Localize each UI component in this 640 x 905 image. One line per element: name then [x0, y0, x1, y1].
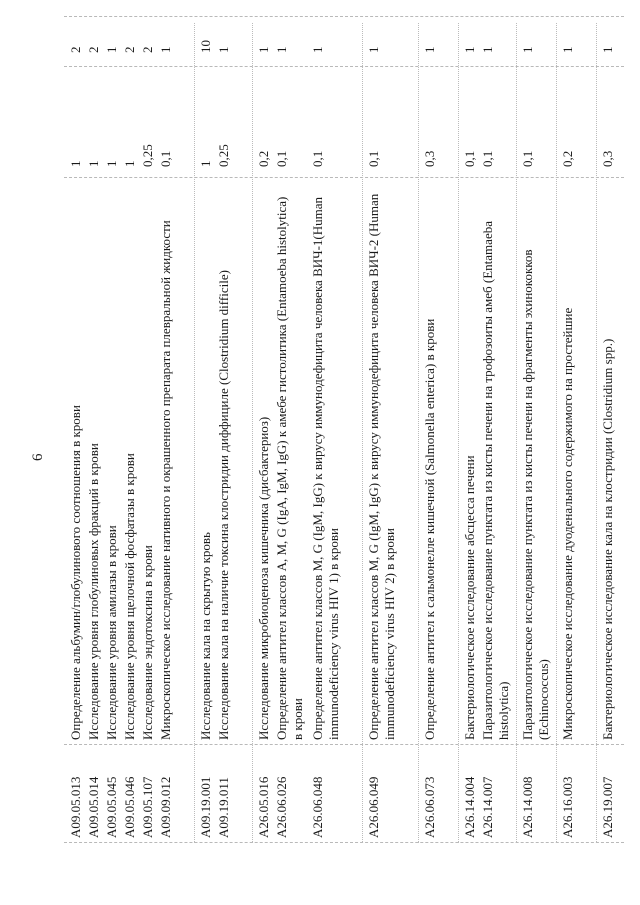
service-name: Исследование уровня щелочной фосфатазы в крови	[122, 453, 137, 740]
frequency-value: 0,3	[422, 150, 437, 167]
service-name: Паразитологическое исследование пунктата из кисты печени на трофозоиты амеб (Entamaeba histolytica)	[480, 221, 511, 740]
table-border-left	[64, 842, 624, 843]
service-name: Исследование эндотоксина в крови	[140, 545, 155, 740]
service-name: Бактериологическое исследование кала на клостридии (Clostridium spp.)	[600, 338, 615, 740]
row-separator	[252, 23, 253, 843]
service-code: A26.16.003	[560, 776, 575, 838]
table-column-divider	[64, 66, 624, 67]
row-separator	[194, 23, 195, 843]
multiplicity-value: 1	[310, 46, 325, 53]
frequency-value: 1	[104, 160, 119, 167]
frequency-value: 0,1	[462, 150, 477, 167]
row-separator	[516, 23, 517, 843]
service-name: Определение альбумин/глобулинового соотношения в крови	[68, 405, 83, 740]
frequency-value: 0,1	[366, 150, 381, 167]
frequency-value: 0,1	[274, 150, 289, 167]
service-code: A09.05.107	[140, 776, 155, 838]
service-name: Микроскопическое исследование дуоденального содержимого на простейшие	[560, 307, 575, 740]
table-column-divider	[64, 177, 624, 178]
service-code: A09.05.045	[104, 776, 119, 838]
multiplicity-value: 1	[158, 46, 173, 53]
service-name: Определение антител классов M, G (IgM, IgG) к вирусу иммунодефицита человека ВИЧ-1(Human immunodeficiency virus HIV 1) в крови	[310, 196, 341, 740]
service-name: Микроскопическое исследование нативного и окрашенного препарата плевральной жидкости	[158, 220, 173, 740]
service-name: Исследование уровня амилазы в крови	[104, 525, 119, 740]
frequency-value: 0,25	[140, 144, 155, 167]
frequency-value: 0,1	[520, 150, 535, 167]
frequency-value: 0,1	[158, 150, 173, 167]
frequency-value: 0,2	[256, 150, 271, 167]
multiplicity-value: 1	[422, 46, 437, 53]
frequency-value: 0,1	[480, 150, 495, 167]
service-code: A26.06.049	[366, 776, 381, 838]
multiplicity-value: 1	[216, 46, 231, 53]
multiplicity-value: 1	[520, 46, 535, 53]
page-number: 6	[30, 453, 46, 461]
row-separator	[596, 23, 597, 843]
service-code: A09.05.014	[86, 776, 101, 838]
row-separator	[458, 23, 459, 843]
service-name: Определение антител классов M, G (IgM, IgG) к вирусу иммунодефицита человека ВИЧ-2 (Human immunodeficiency virus HIV 2) в крови	[366, 193, 397, 740]
frequency-value: 1	[68, 160, 83, 167]
service-name: Исследование микробиоценоза кишечника (дисбактериоз)	[256, 416, 271, 740]
frequency-value: 1	[86, 160, 101, 167]
frequency-value: 1	[198, 160, 213, 167]
multiplicity-value: 1	[104, 46, 119, 53]
service-code: A09.19.001	[198, 776, 213, 838]
table-column-divider	[64, 744, 624, 745]
multiplicity-value: 1	[274, 46, 289, 53]
multiplicity-value: 1	[600, 46, 615, 53]
multiplicity-value: 10	[198, 40, 213, 53]
service-code: A26.14.004	[462, 776, 477, 838]
service-code: A26.06.073	[422, 776, 437, 838]
service-code: A09.05.046	[122, 776, 137, 838]
service-code: A09.05.013	[68, 776, 83, 838]
service-code: A26.06.048	[310, 776, 325, 838]
row-separator	[362, 23, 363, 843]
frequency-value: 1	[122, 160, 137, 167]
frequency-value: 0,25	[216, 144, 231, 167]
service-code: A26.05.016	[256, 776, 271, 838]
service-code: A26.19.007	[600, 776, 615, 838]
multiplicity-value: 1	[366, 46, 381, 53]
multiplicity-value: 2	[140, 46, 155, 53]
multiplicity-value: 2	[122, 46, 137, 53]
service-name: Исследование уровня глобулиновых фракций в крови	[86, 443, 101, 740]
service-name: Бактериологическое исследование абсцесса печени	[462, 455, 477, 740]
multiplicity-value: 1	[560, 46, 575, 53]
service-name: Паразитологическое исследование пунктата из кисты печени на фрагменты эхинококков (Echinococcus)	[520, 249, 551, 740]
service-code: A26.14.008	[520, 776, 535, 838]
multiplicity-value: 1	[256, 46, 271, 53]
multiplicity-value: 1	[462, 46, 477, 53]
service-name: Определение антител классов A, M, G (IgA, IgM, IgG) к амебе гистолитика (Entamoeba histolytica) в крови	[274, 196, 305, 740]
multiplicity-value: 1	[480, 46, 495, 53]
service-code: A26.06.026	[274, 776, 289, 838]
table-border-right	[64, 16, 624, 17]
multiplicity-value: 2	[86, 46, 101, 53]
service-code: A09.19.011	[216, 777, 231, 838]
frequency-value: 0,1	[310, 150, 325, 167]
service-name: Определение антител к сальмонелле кишечной (Salmonella enterica) в крови	[422, 318, 437, 740]
row-separator	[418, 23, 419, 843]
service-code: A09.09.012	[158, 776, 173, 838]
service-name: Исследование кала на скрытую кровь	[198, 532, 213, 740]
service-code: A26.14.007	[480, 776, 495, 838]
frequency-value: 0,3	[600, 150, 615, 167]
multiplicity-value: 2	[68, 46, 83, 53]
frequency-value: 0,2	[560, 150, 575, 167]
service-name: Исследование кала на наличие токсина клостридии диффициле (Clostridium difficile)	[216, 270, 231, 740]
row-separator	[556, 23, 557, 843]
